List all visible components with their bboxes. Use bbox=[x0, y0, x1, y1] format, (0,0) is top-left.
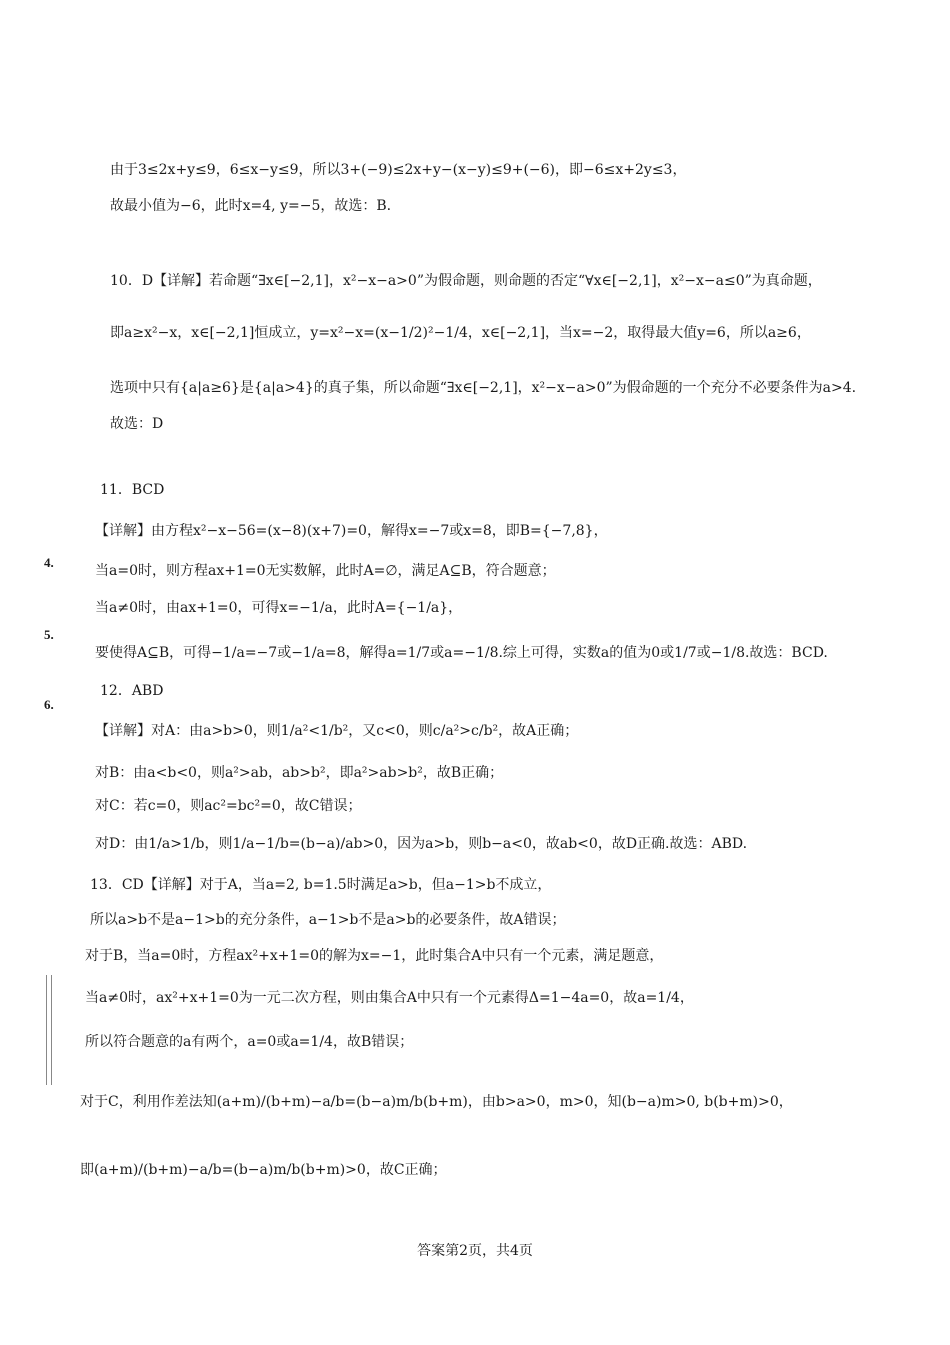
q10-line-4: 故选：D bbox=[110, 416, 164, 432]
q11-line-2: 当a=0时，则方程ax+1=0无实数解，此时A=∅，满足A⊆B，符合题意； bbox=[95, 563, 556, 579]
q12-line-2: 对B：由a<b<0，则a²>ab，ab>b²，即a²>ab>b²，故B正确； bbox=[95, 765, 504, 781]
q11-header: 11．BCD bbox=[100, 482, 165, 498]
q13-line-6: 对于C，利用作差法知(a+m)/(b+m)−a/b=(b−a)m/b(b+m)，由b>a>0，m>0，知(b−a)m>0, b(b+m)>0， bbox=[80, 1094, 793, 1110]
q12-line-4: 对D：由1/a>1/b，则1/a−1/b=(b−a)/ab>0，因为a>b，则b−a<0，故ab<0，故D正确.故选：ABD. bbox=[95, 836, 748, 852]
q13-line-3: 对于B，当a=0时，方程ax²+x+1=0的解为x=−1，此时集合A中只有一个元素，满足题意， bbox=[85, 948, 664, 964]
binding-edge-decoration bbox=[46, 975, 52, 1085]
margin-mark-5: 5. bbox=[44, 627, 54, 642]
q13-line-1: 13．CD【详解】对于A，当a=2, b=1.5时满足a>b，但a−1>b不成立， bbox=[90, 877, 552, 893]
line-2: 故最小值为−6，此时x=4, y=−5，故选：B. bbox=[110, 198, 392, 214]
q13-line-2: 所以a>b不是a−1>b的充分条件，a−1>b不是a>b的必要条件，故A错误； bbox=[90, 912, 566, 928]
page-footer: 答案第2页，共4页 bbox=[417, 1243, 533, 1259]
q13-line-5: 所以符合题意的a有两个，a=0或a=1/4，故B错误； bbox=[85, 1034, 414, 1050]
q13-line-7: 即(a+m)/(b+m)−a/b=(b−a)m/b(b+m)>0，故C正确； bbox=[80, 1162, 447, 1178]
q12-header: 12．ABD bbox=[100, 683, 164, 699]
q11-line-4: 要使得A⊆B，可得−1/a=−7或−1/a=8，解得a=1/7或a=−1/8.综上可得，实数a的值为0或1/7或−1/8.故选：BCD. bbox=[95, 645, 828, 661]
q12-line-1: 【详解】对A：由a>b>0，则1/a²<1/b²，又c<0，则c/a²>c/b²，故A正确； bbox=[95, 723, 579, 739]
margin-mark-6: 6. bbox=[44, 697, 54, 712]
q10-line-2: 即a≥x²−x，x∈[−2,1]恒成立，y=x²−x=(x−1/2)²−1/4，x∈[−2,1]，当x=−2，取得最大值y=6，所以a≥6， bbox=[110, 325, 811, 341]
line-1: 由于3≤2x+y≤9，6≤x−y≤9，所以3+(−9)≤2x+y−(x−y)≤9+(−6)，即−6≤x+2y≤3， bbox=[110, 162, 687, 178]
margin-mark-4: 4. bbox=[44, 555, 54, 570]
q10-line-3: 选项中只有{a|a≥6}是{a|a>4}的真子集，所以命题“∃x∈[−2,1]，x²−x−a>0”为假命题的一个充分不必要条件为a>4. bbox=[110, 380, 857, 396]
q13-line-4: 当a≠0时，ax²+x+1=0为一元二次方程，则由集合A中只有一个元素得Δ=1−4a=0，故a=1/4， bbox=[85, 990, 694, 1006]
q10-line-1: 10．D【详解】若命题“∃x∈[−2,1]，x²−x−a>0”为假命题，则命题的否定“∀x∈[−2,1]，x²−x−a≤0”为真命题， bbox=[110, 273, 822, 289]
q11-line-1: 【详解】由方程x²−x−56=(x−8)(x+7)=0，解得x=−7或x=8，即B={−7,8}， bbox=[95, 523, 608, 539]
q12-line-3: 对C：若c=0，则ac²=bc²=0，故C错误； bbox=[95, 798, 362, 814]
q11-line-3: 当a≠0时，由ax+1=0，可得x=−1/a，此时A={−1/a}， bbox=[95, 600, 463, 616]
